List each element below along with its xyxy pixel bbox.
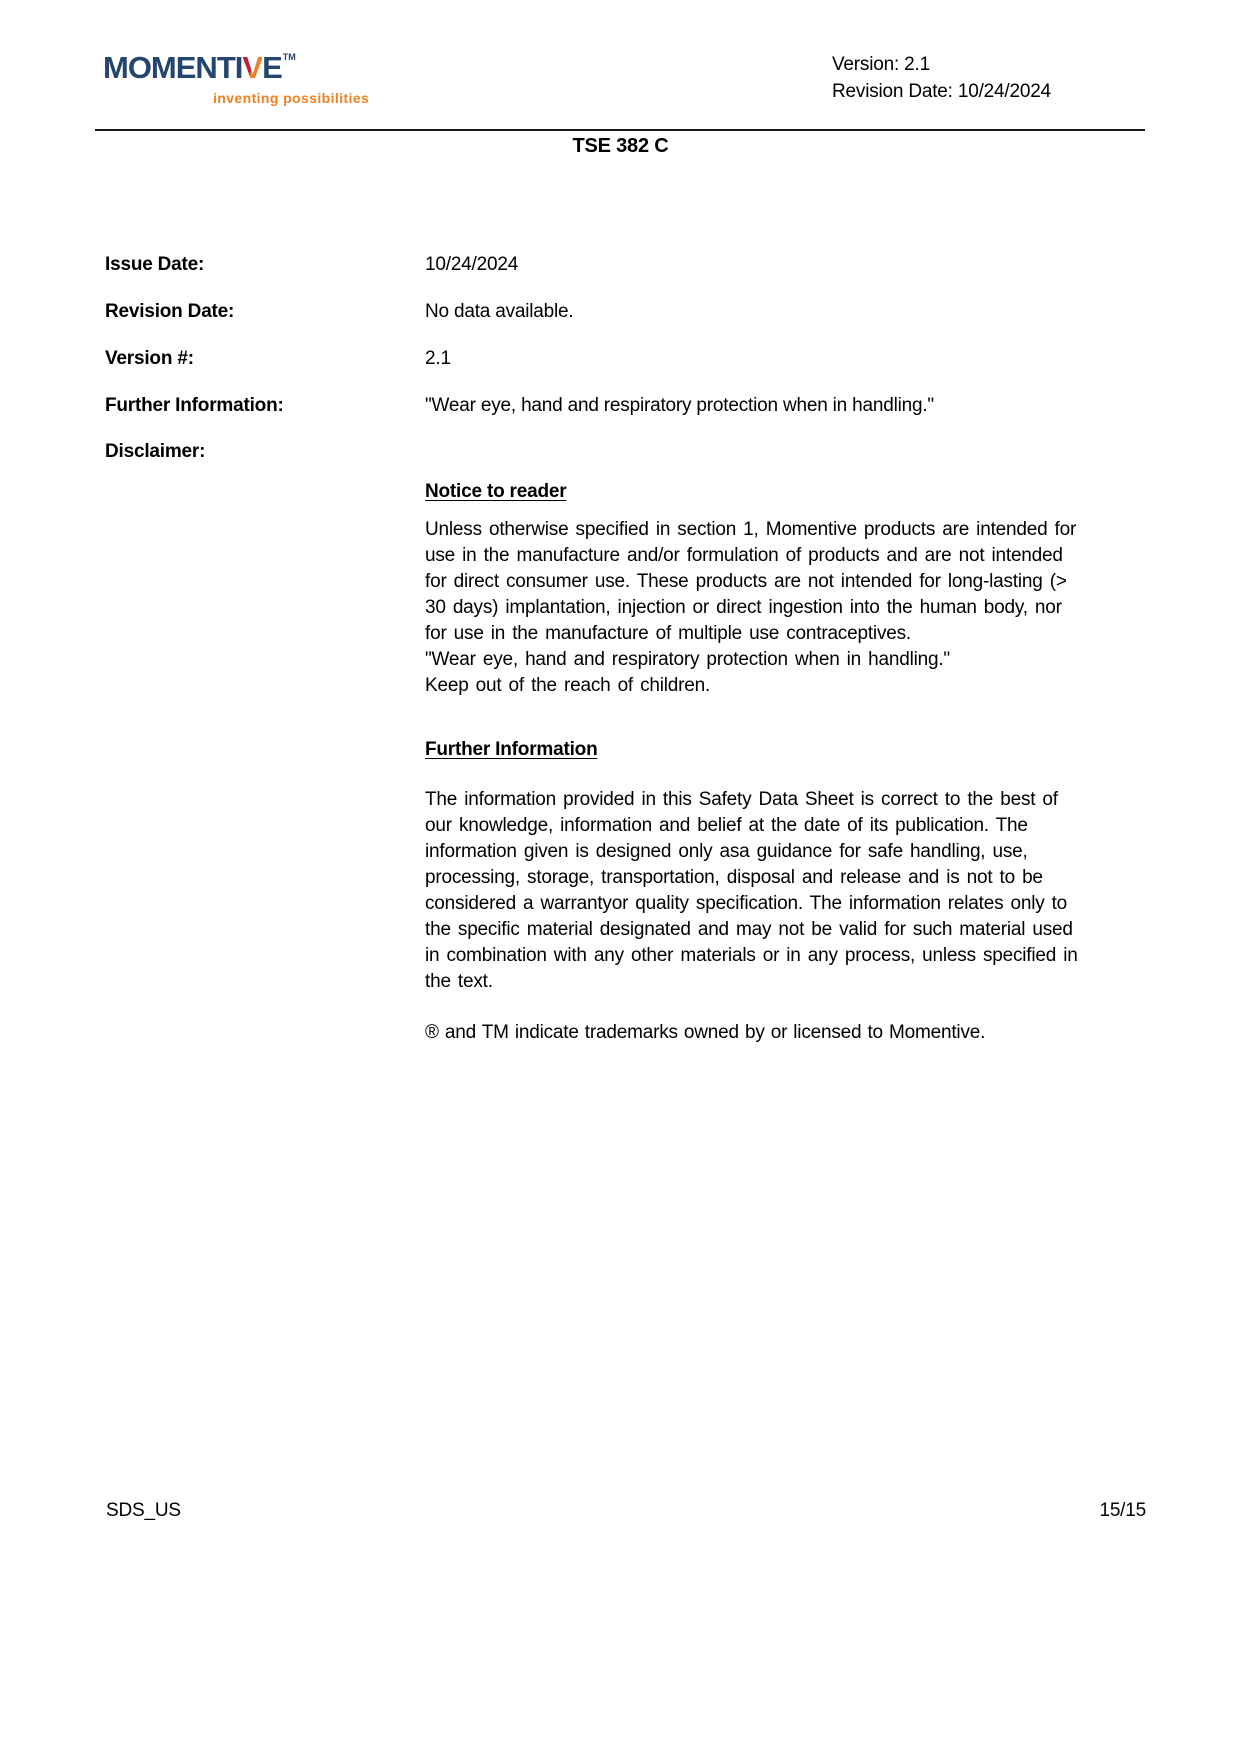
wordmark-accent-v: V — [242, 50, 263, 85]
field-value: No data available. — [425, 301, 574, 322]
further-information-heading: Further Information — [425, 739, 598, 760]
notice-to-reader-heading: Notice to reader — [425, 481, 567, 502]
wordmark-prefix: MOMENTI — [103, 50, 243, 85]
paragraph-line: 30 days) implantation, injection or direct ingestion into the human body, nor — [425, 597, 1062, 618]
footer-page-indicator: 15/15 — [1099, 1500, 1146, 1521]
trademark-symbol: TM — [282, 52, 296, 62]
field-row-version-number — [105, 346, 1145, 372]
momentive-wordmark — [103, 52, 295, 83]
paragraph-line: for use in the manufacture of multiple use contraceptives. — [425, 623, 911, 644]
field-row-issue-date — [105, 252, 1145, 278]
footer-doc-code: SDS_US — [106, 1500, 181, 1521]
header-version-text: Version: 2.1 — [832, 54, 930, 75]
disclaimer-label: Disclaimer: — [105, 441, 206, 462]
paragraph-line: "Wear eye, hand and respiratory protection when in handling." — [425, 649, 950, 670]
paragraph-line: use in the manufacture and/or formulation of products and are not intended — [425, 545, 1063, 566]
field-label: Version #: — [105, 348, 194, 369]
paragraph-line: considered a warrantyor quality specification. The information relates only to — [425, 893, 1068, 914]
paragraph-line: in combination with any other materials or in any process, unless specified in — [425, 945, 1078, 966]
field-label: Issue Date: — [105, 254, 205, 275]
field-value: "Wear eye, hand and respiratory protection when in handling." — [425, 395, 934, 416]
field-row-revision-date — [105, 299, 1145, 325]
field-value: 2.1 — [425, 348, 451, 369]
logo-tagline: inventing possibilities — [213, 90, 370, 106]
disclaimer-content — [425, 479, 1133, 1046]
paragraph-line: The information provided in this Safety Data Sheet is correct to the best of — [425, 789, 1058, 810]
header-meta — [832, 51, 1051, 105]
product-title: TSE 382 C — [572, 135, 669, 157]
header-revision-date-text: Revision Date: 10/24/2024 — [832, 81, 1051, 102]
page-footer — [106, 1500, 1146, 1522]
paragraph-line: Unless otherwise specified in section 1, Momentive products are intended for — [425, 519, 1077, 540]
paragraph-line: the specific material designated and may not be valid for such material used — [425, 919, 1073, 940]
wordmark-suffix: E — [262, 50, 282, 85]
paragraph-line: the text. — [425, 971, 493, 992]
field-row-further-information — [105, 393, 1145, 419]
field-label: Further Information: — [105, 395, 284, 416]
notice-paragraph — [425, 517, 1133, 699]
paragraph-line: our knowledge, information and belief at the date of its publication. The — [425, 815, 1028, 836]
paragraph-line: Keep out of the reach of children. — [425, 675, 711, 696]
field-label: Revision Date: — [105, 301, 235, 322]
trademark-notice: ® and TM indicate trademarks owned by or licensed to Momentive. — [425, 1022, 986, 1043]
further-information-paragraph — [425, 787, 1133, 995]
paragraph-line: processing, storage, transportation, disposal and release and is not to be — [425, 867, 1043, 888]
header-divider — [95, 129, 1145, 131]
paragraph-line: for direct consumer use. These products are not intended for long-lasting (> — [425, 571, 1067, 592]
paragraph-line: information given is designed only asa guidance for safe handling, use, — [425, 841, 1028, 862]
field-value: 10/24/2024 — [425, 254, 519, 275]
